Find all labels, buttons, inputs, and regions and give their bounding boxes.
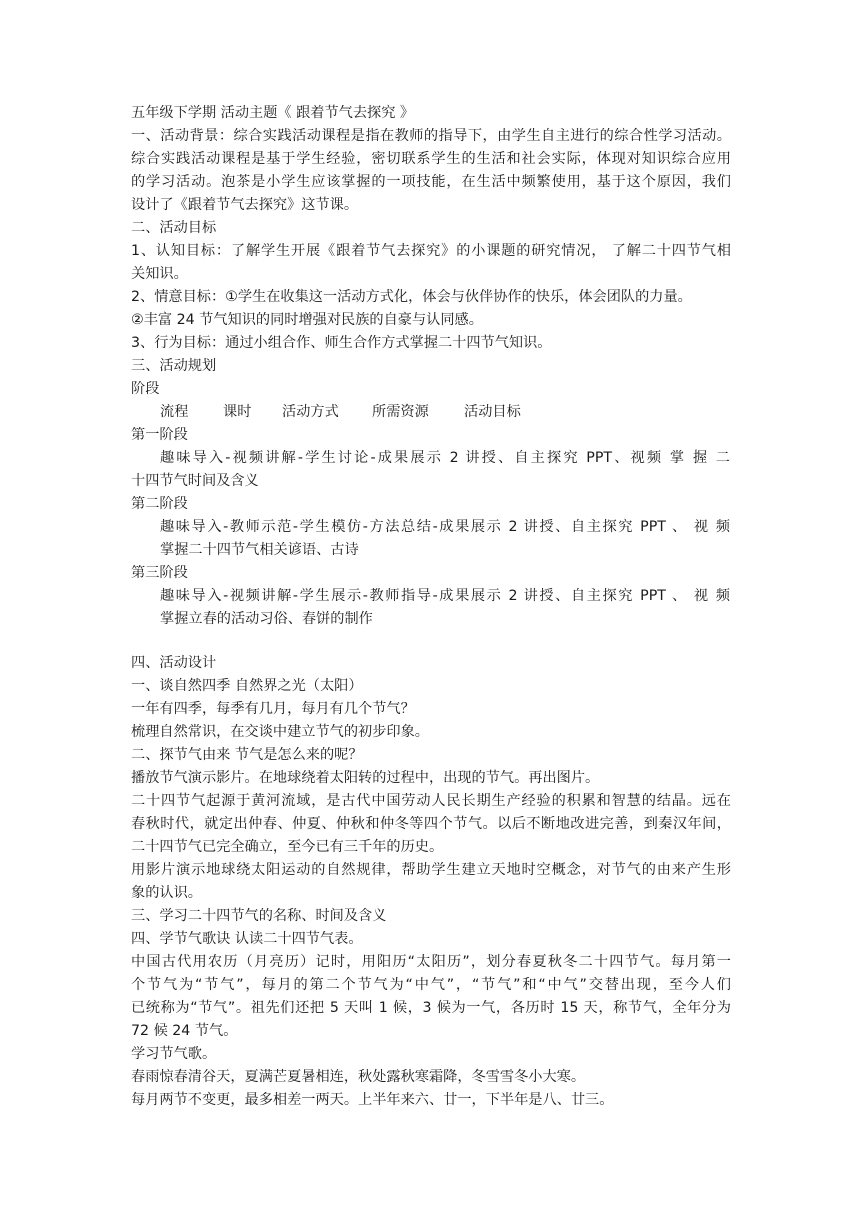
design-origin-line-1: 二十四节气起源于黄河流域，是古代中国劳动人民长期生产经验的积累和智慧的结晶。远在 xyxy=(131,793,731,809)
document-title: 五年级下学期 活动主题《 跟着节气去探究 》 xyxy=(131,105,415,121)
header-resources: 所需资源 xyxy=(372,404,429,420)
section-heading-planning: 三、活动规划 xyxy=(131,358,217,374)
goal-behavior-line: 3、行为目标：通过小组合作、师生合作方式掌握二十四节气知识。 xyxy=(131,335,552,351)
stage-3-goal-continued: 掌握立春的活动习俗、春饼的制作 xyxy=(160,611,373,627)
goal-affective-line-1: 2、情意目标：①学生在收集这一活动方式化，体会与伙伴协作的快乐，体会团队的力量。 xyxy=(131,289,692,305)
goal-cognitive-line-2: 关知识。 xyxy=(131,266,188,282)
design-step-2-heading: 二、探节气由来 节气是怎么来的呢？ xyxy=(131,747,363,763)
stage-3-row: 趣味导入-视频讲解-学生展示-教师指导-成果展示 2 讲授、自主探究 PPT 、 视 频 xyxy=(160,588,730,604)
stage-1-goal-continued: 十四节气时间及含义 xyxy=(131,473,259,489)
design-step-1-note: 梳理自然常识，在交谈中建立节气的初步印象。 xyxy=(131,724,429,740)
goal-affective-line-2: ②丰富 24 节气知识的同时增强对民族的自豪与认同感。 xyxy=(131,312,483,328)
background-line-1: 一、活动背景：综合实践活动课程是指在教师的指导下，由学生自主进行的综合性学习活动。 xyxy=(131,128,731,144)
design-step-3-heading: 三、学习二十四节气的名称、时间及含义 xyxy=(131,908,387,924)
design-song-line-1: 春雨惊春清谷天，夏满芒夏暑相连，秋处露秋寒霜降，冬雪雪冬小大寒。 xyxy=(131,1069,586,1085)
design-song-heading: 学习节气歌。 xyxy=(131,1046,217,1062)
design-step-2-video: 播放节气演示影片。在地球绕着太阳转的过程中，出现的节气。再出图片。 xyxy=(131,770,600,786)
design-step-4-heading: 四、学节气歌诀 认读二十四节气表。 xyxy=(131,931,363,947)
design-origin-note-2: 象的认识。 xyxy=(131,885,202,901)
background-line-2: 综合实践活动课程是基于学生经验，密切联系学生的生活和社会实际，体现对知识综合应用 xyxy=(131,151,731,167)
goal-cognitive-line-1: 1、认知目标：了解学生开展《跟着节气去探究》的小课题的研究情况， 了解二十四节气相 xyxy=(131,243,731,259)
design-step-1-question: 一年有四季，每季有几月，每月有几个节气？ xyxy=(131,701,415,717)
header-process: 流程 xyxy=(160,404,189,420)
stage-2-row: 趣味导入-教师示范-学生模仿-方法总结-成果展示 2 讲授、自主探究 PPT 、 视 频 xyxy=(160,519,730,535)
background-line-4: 设计了《跟着节气去探究》这节课。 xyxy=(131,197,359,213)
design-origin-note-1: 用影片演示地球绕太阳运动的自然规律，帮助学生建立天地时空概念，对节气的由来产生形 xyxy=(131,862,731,878)
header-method: 活动方式 xyxy=(282,404,339,420)
design-origin-line-3: 二十四节气已完全确立，至今已有三千年的历史。 xyxy=(131,839,444,855)
stage-2-goal-continued: 掌握二十四节气相关谚语、古诗 xyxy=(160,542,359,558)
stage-label: 阶段 xyxy=(131,381,160,397)
plan-table-header xyxy=(160,401,521,424)
section-heading-goals: 二、活动目标 xyxy=(131,220,217,236)
design-calendar-line-1: 中国古代用农历（月亮历）记时，用阳历“太阳历”，划分春夏秋冬二十四节气。每月第一 xyxy=(131,954,731,970)
design-origin-line-2: 春秋时代，就定出仲春、仲夏、仲秋和仲冬等四个节气。以后不断地改进完善，到秦汉年间， xyxy=(131,816,731,832)
section-heading-design: 四、活动设计 xyxy=(131,655,217,671)
header-hours: 课时 xyxy=(223,404,252,420)
stage-1-title: 第一阶段 xyxy=(131,427,188,443)
design-calendar-line-2: 个节气为“节气”，每月的第二个节气为“中气”，“节气”和“中气”交替出现，至今人们 xyxy=(131,977,731,993)
header-goal: 活动目标 xyxy=(464,404,521,420)
background-line-3: 的学习活动。泡茶是小学生应该掌握的一项技能，在生活中频繁使用，基于这个原因，我们 xyxy=(131,174,731,190)
design-song-line-2: 每月两节不变更，最多相差一两天。上半年来六、廿一，下半年是八、廿三。 xyxy=(131,1092,614,1108)
stage-3-title: 第三阶段 xyxy=(131,565,188,581)
design-calendar-line-3: 已统称为“节气”。祖先们还把 5 天叫 1 候，3 候为一气，各历时 15 天，称节气，全年分为 xyxy=(131,1000,731,1016)
design-step-1-heading: 一、谈自然四季 自然界之光（太阳） xyxy=(131,678,363,694)
stage-2-title: 第二阶段 xyxy=(131,496,188,512)
stage-1-row: 趣味导入-视频讲解-学生讨论-成果展示 2 讲授、自主探究 PPT、视频 掌 握 二 xyxy=(160,450,730,466)
design-calendar-line-4: 72 候 24 节气。 xyxy=(131,1023,238,1039)
